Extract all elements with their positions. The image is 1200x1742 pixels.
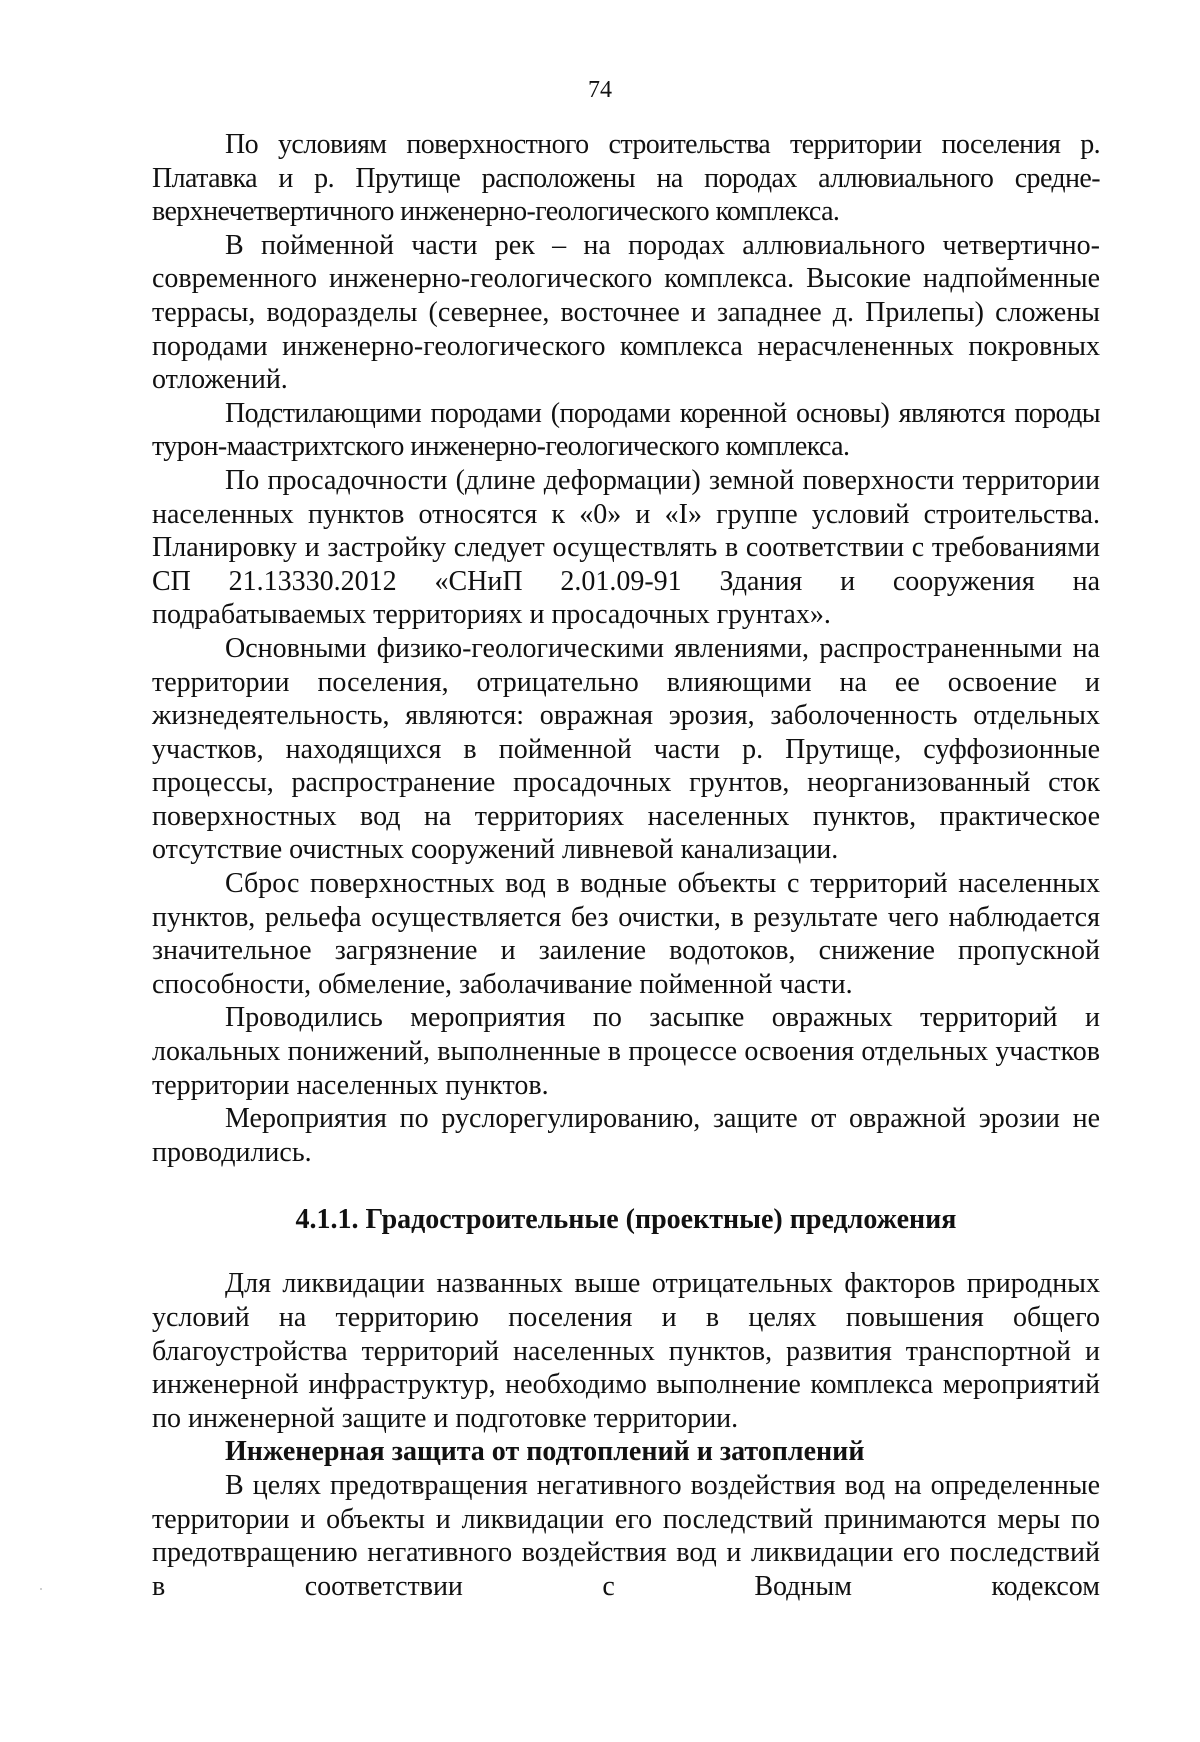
paragraph-6: Сброс поверхностных вод в водные объекты с территорий населенных пунктов, рельефа осуществляется без очистки, в результате чего наблюдается значительное загрязнение и заиление водотоков, снижение пропускной способности, обмеление, заболачивание пойменной части. — [152, 868, 1100, 1000]
paragraph-5: Основными физико-геологическими явлениями, распространенными на территории поселения, отрицательно влияющими на ее освоение и жизнедеятельность, являются: овражная эрозия, заболоченность отдельных участков, находящихся в пойменной части р. Прутище, суффозионные процессы, распространение просадочных грунтов, неорганизованный сток поверхностных вод на территориях населенных пунктов, практическое отсутствие очистных сооружений ливневой канализации. — [152, 632, 1100, 866]
section-intro-paragraph: Для ликвидации названных выше отрицательных факторов природных условий на территорию поселения и в целях повышения общего благоустройства территорий населенных пунктов, развития транспортной и инженерной инфраструктур, необходимо выполнение комплекса мероприятий по инженерной защите и подготовке территории. — [152, 1268, 1100, 1434]
subsection-paragraph: В целях предотвращения негативного воздействия вод на определенные территории и объекты и ликвидации его последствий принимаются меры по предотвращению негативного воздействия вод и ликвидации его последствий в соответствии с Водным кодексом — [152, 1469, 1100, 1602]
page-number: 74 — [588, 77, 612, 103]
paragraph-1: По условиям поверхностного строительства территории поселения р. Платавка и р. Прутище расположены на породах аллювиального средне-верхнечетвертичного инженерно-геологического комплекса. — [152, 129, 1100, 228]
document-body — [152, 128, 1100, 1603]
paragraph-3: Подстилающими породами (породами коренной основы) являются породы турон-маастрихтского инженерно-геологического комплекса. — [152, 397, 1100, 463]
subsection-heading: Инженерная защита от подтоплений и затоплений — [225, 1436, 865, 1468]
scan-speck — [40, 1588, 42, 1590]
paragraph-4: По просадочности (длине деформации) земной поверхности территории населенных пунктов относятся к «0» и «I» группе условий строительства. Планировку и застройку следует осуществлять в соответствии с требованиями СП 21.13330.2012 «СНиП 2.01.09-91 Здания и сооружения на подрабатываемых территориях и просадочных грунтах». — [152, 464, 1100, 631]
paragraph-8: Мероприятия по руслорегулированию, защите от овражной эрозии не проводились. — [152, 1103, 1100, 1168]
paragraph-7: Проводились мероприятия по засыпке овражных территорий и локальных понижений, выполненные в процессе освоения отдельных участков территории населенных пунктов. — [152, 1002, 1100, 1101]
section-heading: 4.1.1. Градостроительные (проектные) предложения — [295, 1204, 957, 1236]
paragraph-2: В пойменной части рек – на породах аллювиального четвертично-современного инженерно-геологического комплекса. Высокие надпойменные террасы, водоразделы (севернее, восточнее и западнее д. Прилепы) сложены породами инженерно-геологического комплекса нерасчлененных покровных отложений. — [152, 229, 1100, 396]
